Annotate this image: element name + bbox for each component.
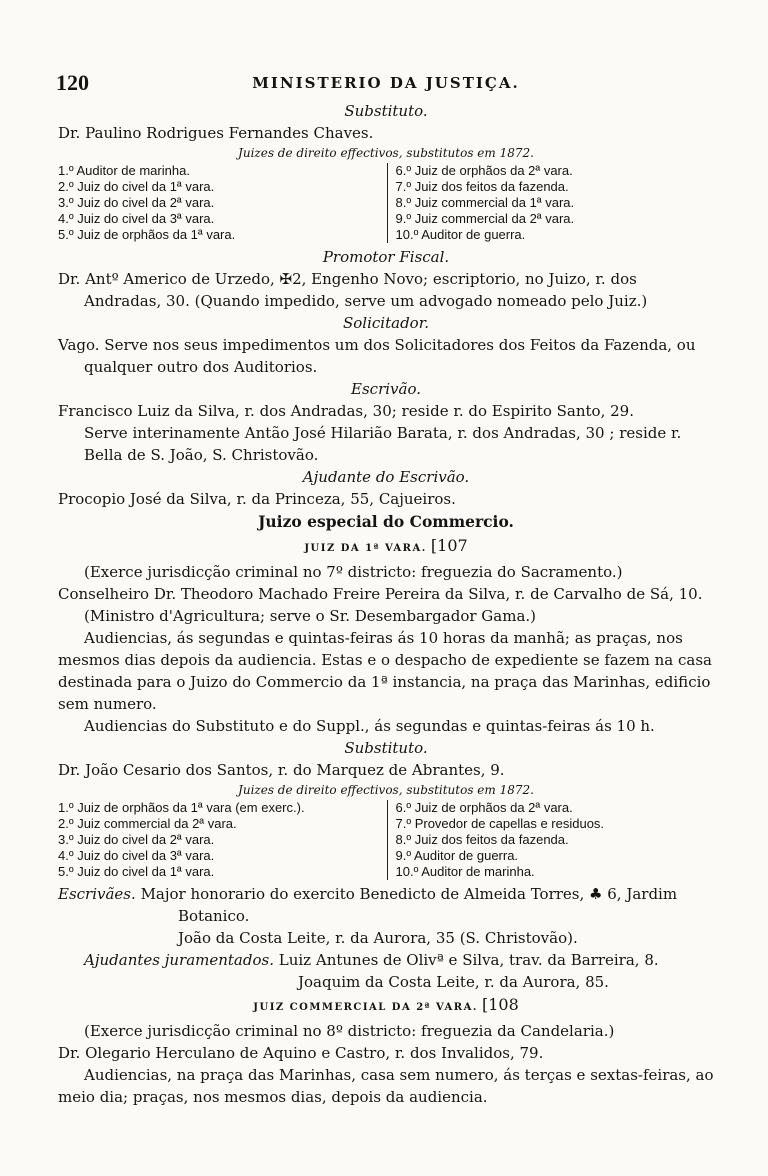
promotor-text: Dr. Antº Americo de Urzedo, ✠2, Engenho Novo; escriptorio, no Juizo, r. dos Andradas, 30. (Quando impedido, serve um advogado nomeado pelo Juiz.): [58, 270, 648, 310]
ajudantes-text: Luiz Antunes de Olivª e Silva, trav. da Barreira, 8.: [278, 951, 659, 969]
judge-entry: 9.º Juiz commercial da 2ª vara.: [395, 211, 575, 226]
judge-entry: 8.º Juiz dos feitos da fazenda.: [395, 832, 569, 847]
judge-entry: 5.º Juiz de orphãos da 1ª vara.: [58, 227, 236, 242]
judge-entry: 1.º Auditor de marinha.: [58, 163, 190, 178]
running-title: MINISTERIO DA JUSTIÇA.: [252, 74, 520, 92]
judge-entry: 7.º Provedor de capellas e residuos.: [395, 816, 605, 831]
vara-number: [108: [481, 995, 519, 1014]
ajudantes-text-2: Joaquim da Costa Leite, r. da Aurora, 85.: [298, 973, 609, 991]
section-title: Juizo especial do Commercio.: [258, 512, 514, 531]
judge-entry: 3.º Juiz do civel da 2ª vara.: [58, 832, 215, 847]
judge-entry: 10.º Auditor de marinha.: [395, 864, 535, 879]
judges-right-column: [387, 800, 715, 880]
solicitador-text: Vago. Serve nos seus impedimentos um dos Solicitadores dos Feitos da Fazenda, ou qualquer outro dos Auditorios.: [58, 336, 696, 376]
judge-entry: 6.º Juiz de orphãos da 2ª vara.: [395, 800, 573, 815]
audiencias-text: Audiencias, ás segundas e quintas-feiras ás 10 horas da manhã; as praças, nos mesmos dias depois da audiencia. Estas e o despacho de expediente se fazem na casa destinada para o Juizo do Commercio da 1ª instancia, na praça das Marinhas, edificio sem numero.: [58, 629, 712, 713]
substituto-heading-2: Substituto.: [344, 739, 428, 757]
document-page: [58, 70, 714, 1108]
substituto-name-2: Dr. João Cesario dos Santos, r. do Marquez de Abrantes, 9.: [58, 761, 505, 779]
escrivao-text: Francisco Luiz da Silva, r. dos Andradas, 30; reside r. do Espirito Santo, 29.: [58, 402, 634, 420]
judge-entry: 2.º Juiz do civel da 1ª vara.: [58, 179, 215, 194]
audiencias-substituto-text: Audiencias do Substituto e do Suppl., ás segundas e quintas-feiras ás 10 h.: [84, 717, 655, 735]
promotor-heading: Promotor Fiscal.: [322, 248, 450, 266]
escrivao-text-interino: Serve interinamente Antão José Hilarião Barata, r. dos Andradas, 30 ; reside r. Bella de S. João, S. Christovão.: [84, 424, 682, 464]
vara-label: JUIZ COMMERCIAL DA 2ª VARA.: [253, 1002, 478, 1013]
escrivaes-label: Escrivães.: [58, 885, 136, 903]
judge-entry: 8.º Juiz commercial da 1ª vara.: [395, 195, 575, 210]
judge-entry: 1.º Juiz de orphãos da 1ª vara (em exerc.).: [58, 800, 305, 815]
substituto-name: Dr. Paulino Rodrigues Fernandes Chaves.: [58, 124, 374, 142]
judge-text: Conselheiro Dr. Theodoro Machado Freire Pereira da Silva, r. de Carvalho de Sá, 10. (Ministro d'Agricultura; serve o Sr. Desembargador Gama.): [58, 585, 703, 625]
judge-entry: 7.º Juiz dos feitos da fazenda.: [395, 179, 569, 194]
audiencias-text-2: Audiencias, na praça das Marinhas, casa sem numero, ás terças e sextas-feiras, ao meio dia; praças, nos mesmos dias, depois da audiencia.: [58, 1066, 714, 1106]
solicitador-heading: Solicitador.: [343, 314, 429, 332]
judges-heading-2: Juizes de direito effectivos, substitutos em 1872.: [238, 783, 534, 797]
escrivaes-entry: [58, 883, 714, 927]
ajudantes-label: Ajudantes juramentados.: [84, 951, 274, 969]
judge-entry: 3.º Juiz do civel da 2ª vara.: [58, 195, 215, 210]
judges-heading: Juizes de direito effectivos, substitutos em 1872.: [238, 146, 534, 160]
vara-heading-2: [58, 993, 714, 1020]
judges-table: [58, 163, 714, 243]
judges-table-2: [58, 800, 714, 880]
judges-left-column: [58, 800, 387, 880]
judge-entry: 4.º Juiz do civel da 3ª vara.: [58, 211, 215, 226]
escrivaes-text: Major honorario do exercito Benedicto de Almeida Torres, ♣ 6, Jardim Botanico.: [140, 885, 678, 925]
judge-entry: 10.º Auditor de guerra.: [395, 227, 526, 242]
vara-number: [107: [430, 536, 468, 555]
running-header: [58, 70, 714, 100]
jurisdiction-note: (Exerce jurisdicção criminal no 7º districto: freguezia do Sacramento.): [84, 563, 623, 581]
vara-heading: [58, 534, 714, 561]
ajudante-text: Procopio José da Silva, r. da Princeza, 55, Cajueiros.: [58, 490, 456, 508]
ajudante-heading: Ajudante do Escrivão.: [302, 468, 470, 486]
judge-entry: 9.º Auditor de guerra.: [395, 848, 519, 863]
judges-left-column: [58, 163, 387, 243]
escrivaes-text-2: João da Costa Leite, r. da Aurora, 35 (S. Christovão).: [178, 929, 578, 947]
jurisdiction-note-2: (Exerce jurisdicção criminal no 8º districto: freguezia da Candelaria.): [84, 1022, 615, 1040]
judge-entry: 6.º Juiz de orphãos da 2ª vara.: [395, 163, 573, 178]
substituto-heading: Substituto.: [344, 102, 428, 120]
judge-text-2: Dr. Olegario Herculano de Aquino e Castro, r. dos Invalidos, 79.: [58, 1044, 544, 1062]
page-number: 120: [56, 70, 89, 95]
judge-entry: 5.º Juiz do civel da 1ª vara.: [58, 864, 215, 879]
ajudantes-entry: [58, 949, 714, 971]
vara-label: JUIZ DA 1ª VARA.: [304, 543, 427, 554]
judge-entry: 2.º Juiz commercial da 2ª vara.: [58, 816, 237, 831]
escrivao-heading: Escrivão.: [351, 380, 421, 398]
judges-right-column: [387, 163, 715, 243]
judge-entry: 4.º Juiz do civel da 3ª vara.: [58, 848, 215, 863]
